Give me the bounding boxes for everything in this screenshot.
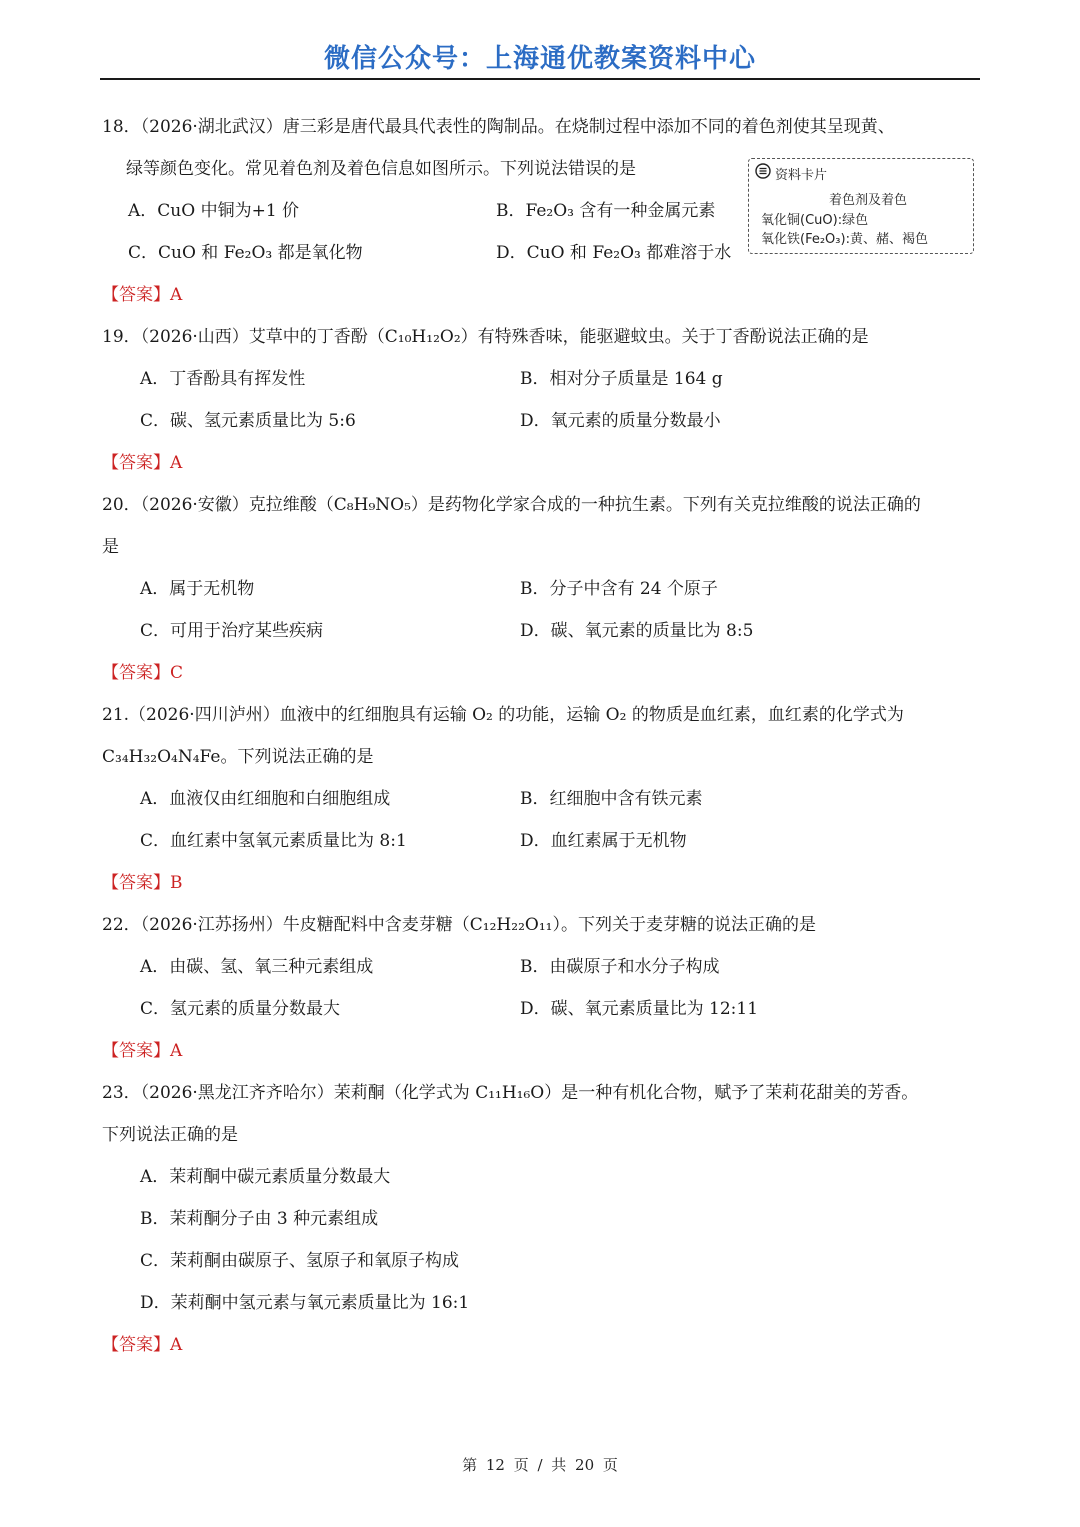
- question-23-stem-line2: 下列说法正确的是: [102, 1125, 238, 1145]
- question-22-stem-line1: 22．（2026·江苏扬州）牛皮糖配料中含麦芽糖（C₁₂H₂₂O₁₁）。下列关于麦芽糖的说法正确的是: [102, 915, 816, 935]
- question-21-option-b: B．红细胞中含有铁元素: [520, 789, 703, 809]
- question-18-option-d: D．CuO 和 Fe₂O₃ 都难溶于水: [496, 243, 732, 263]
- question-23-option-d: D．茉莉酮中氢元素与氧元素质量比为 16:1: [140, 1293, 470, 1313]
- question-20-option-a: A．属于无机物: [140, 579, 255, 599]
- question-23-option-b: B．茉莉酮分子由 3 种元素组成: [140, 1209, 379, 1229]
- question-23-option-a: A．茉莉酮中碳元素质量分数最大: [140, 1167, 391, 1187]
- question-21-option-a: A．血液仅由红细胞和白细胞组成: [140, 789, 391, 809]
- question-21-option-d: D．血红素属于无机物: [520, 831, 687, 851]
- question-22-option-b: B．由碳原子和水分子构成: [520, 957, 720, 977]
- page-number: 第 12 页 / 共 20 页: [462, 1456, 618, 1474]
- question-20-stem-line1: 20．（2026·安徽）克拉维酸（C₈H₉NO₅）是药物化学家合成的一种抗生素。下列有关克拉维酸的说法正确的: [102, 495, 921, 515]
- question-21: [102, 694, 982, 904]
- question-20-stem-line2: 是: [102, 537, 119, 557]
- book-icon: [755, 163, 771, 183]
- info-card-line-fe2o3: 氧化铁(Fe₂O₃):黄、赭、褐色: [761, 232, 928, 247]
- question-18-answer: 【答案】A: [102, 285, 183, 305]
- question-19-option-a: A．丁香酚具有挥发性: [140, 369, 306, 389]
- question-content: [102, 106, 982, 1366]
- question-23-stem-line1: 23．（2026·黑龙江齐齐哈尔）茉莉酮（化学式为 C₁₁H₁₆O）是一种有机化合物，赋予了茉莉花甜美的芳香。: [102, 1083, 919, 1103]
- page-header-title: 微信公众号：上海通优教案资料中心: [323, 44, 756, 74]
- question-20-option-c: C．可用于治疗某些疾病: [140, 621, 324, 641]
- info-card-line-cuo: 氧化铜(CuO):绿色: [761, 213, 869, 228]
- question-22-answer: 【答案】A: [102, 1041, 183, 1061]
- question-23-answer: 【答案】A: [102, 1335, 183, 1355]
- question-20-answer: 【答案】C: [102, 663, 184, 683]
- question-18-option-b: B．Fe₂O₃ 含有一种金属元素: [496, 201, 716, 221]
- question-19-option-d: D．氧元素的质量分数最小: [520, 411, 721, 431]
- question-22-option-d: D．碳、氧元素质量比为 12:11: [520, 999, 759, 1019]
- question-21-option-c: C．血红素中氢氧元素质量比为 8:1: [140, 831, 407, 851]
- info-card-title: 着色剂及着色: [829, 193, 908, 208]
- question-23: [102, 1072, 982, 1366]
- question-18-stem-line1: 18．（2026·湖北武汉）唐三彩是唐代最具代表性的陶制品。在烧制过程中添加不同的着色剂使其呈现黄、: [102, 117, 895, 137]
- question-20-option-b: B．分子中含有 24 个原子: [520, 579, 718, 599]
- info-card-label: 资料卡片: [775, 167, 828, 183]
- question-22: [102, 904, 982, 1072]
- question-18-option-c: C．CuO 和 Fe₂O₃ 都是氧化物: [128, 243, 363, 263]
- question-20: [102, 484, 982, 694]
- question-19-stem-line1: 19．（2026·山西）艾草中的丁香酚（C₁₀H₁₂O₂）有特殊香味，能驱避蚊虫。关于丁香酚说法正确的是: [102, 327, 869, 347]
- question-22-option-c: C．氢元素的质量分数最大: [140, 999, 341, 1019]
- question-21-stem-line2: C₃₄H₃₂O₄N₄Fe。下列说法正确的是: [102, 747, 374, 767]
- question-22-option-a: A．由碳、氢、氧三种元素组成: [140, 957, 374, 977]
- question-18-stem-line2: 绿等颜色变化。常见着色剂及着色信息如图所示。下列说法错误的是: [126, 159, 636, 179]
- question-19-option-b: B．相对分子质量是 164 g: [520, 369, 723, 389]
- question-21-stem-line1: 21.（2026·四川泸州）血液中的红细胞具有运输 O₂ 的功能，运输 O₂ 的物质是血红素，血红素的化学式为: [102, 705, 904, 725]
- info-card: [748, 158, 974, 254]
- question-19-option-c: C．碳、氢元素质量比为 5:6: [140, 411, 356, 431]
- question-23-option-c: C．茉莉酮由碳原子、氢原子和氧原子构成: [140, 1251, 460, 1271]
- question-20-option-d: D．碳、氧元素的质量比为 8:5: [520, 621, 754, 641]
- question-21-answer: 【答案】B: [102, 873, 183, 893]
- question-19: [102, 316, 982, 484]
- question-19-answer: 【答案】A: [102, 453, 183, 473]
- header-divider: [100, 78, 980, 80]
- question-18-option-a: A．CuO 中铜为+1 价: [128, 201, 300, 221]
